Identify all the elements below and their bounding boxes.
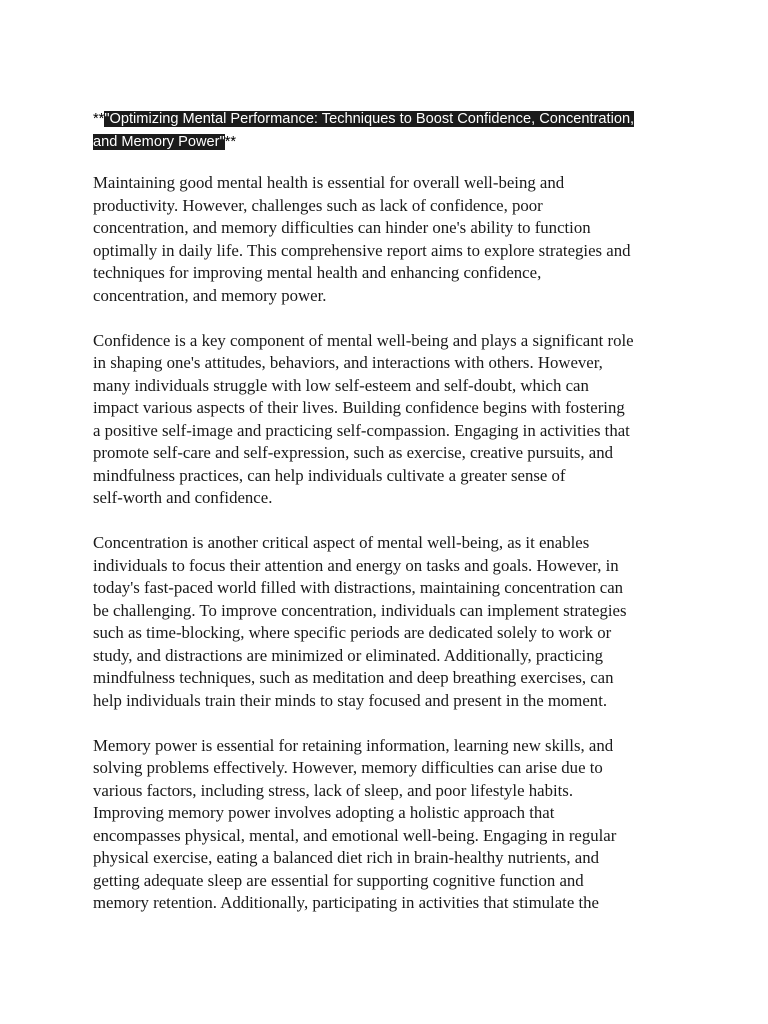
paragraph-line: mindfulness techniques, such as meditation and deep breathing exercises, can xyxy=(93,668,614,687)
paragraph-line: memory retention. Additionally, participating in activities that stimulate the xyxy=(93,893,599,912)
paragraph-line: mindfulness practices, can help individuals cultivate a greater sense of xyxy=(93,465,566,485)
paragraph-line: Memory power is essential for retaining information, learning new skills, and xyxy=(93,735,614,755)
paragraph-line: study, and distractions are minimized or eliminated. Additionally, practicing xyxy=(93,645,603,665)
paragraph-line: concentration, and memory difficulties can hinder one's ability to function xyxy=(93,218,591,237)
paragraph-line: today's fast-paced world filled with distractions, maintaining concentration can xyxy=(93,578,624,597)
paragraph-line: techniques for improving mental health and enhancing confidence, xyxy=(93,263,542,282)
paragraph-intro xyxy=(93,172,675,307)
paragraph-line: optimally in daily life. This comprehensive report aims to explore strategies and xyxy=(93,240,631,260)
paragraph-confidence xyxy=(93,330,675,510)
paragraph-line: such as time-blocking, where specific periods are dedicated solely to work or xyxy=(93,623,612,642)
paragraph-line: in shaping one's attitudes, behaviors, and interactions with others. However, xyxy=(93,353,603,372)
paragraph-line: promote self-care and self-expression, such as exercise, creative pursuits, and xyxy=(93,443,614,462)
paragraph-line: be challenging. To improve concentration, individuals can implement strategies xyxy=(93,600,627,620)
title-highlight-line-1[interactable]: "Optimizing Mental Performance: Techniques to Boost Confidence, Concentration, xyxy=(104,111,635,127)
paragraph-line: Maintaining good mental health is essential for overall well-being and xyxy=(93,173,565,192)
paragraph-line: self-worth and confidence. xyxy=(93,488,273,507)
paragraph-line: Improving memory power involves adopting a holistic approach that xyxy=(93,803,555,822)
paragraph-line: physical exercise, eating a balanced diet rich in brain-healthy nutrients, and xyxy=(93,848,600,867)
paragraph-line: getting adequate sleep are essential for supporting cognitive function and xyxy=(93,870,584,890)
paragraph-concentration xyxy=(93,532,675,712)
paragraph-line: impact various aspects of their lives. Building confidence begins with fostering xyxy=(93,398,625,417)
paragraph-line: individuals to focus their attention and energy on tasks and goals. However, in xyxy=(93,555,619,575)
title-highlight-line-2[interactable]: and Memory Power" xyxy=(93,134,225,150)
paragraph-line: help individuals train their minds to stay focused and present in the moment. xyxy=(93,690,608,710)
document-body xyxy=(93,108,675,937)
paragraph-line: Confidence is a key component of mental well-being and plays a significant role xyxy=(93,330,634,350)
paragraph-line: Concentration is another critical aspect of mental well-being, as it enables xyxy=(93,533,590,552)
paragraph-line: a positive self-image and practicing self-compassion. Engaging in activities that xyxy=(93,420,630,440)
paragraph-line: encompasses physical, mental, and emotional well-being. Engaging in regular xyxy=(93,825,617,845)
document-title xyxy=(93,108,675,154)
title-suffix: ** xyxy=(224,134,237,150)
paragraph-line: productivity. However, challenges such as lack of confidence, poor xyxy=(93,195,543,215)
paragraph-line: various factors, including stress, lack of sleep, and poor lifestyle habits. xyxy=(93,780,574,800)
title-prefix: ** xyxy=(93,111,105,127)
paragraph-line: many individuals struggle with low self-esteem and self-doubt, which can xyxy=(93,375,589,395)
paragraph-line: solving problems effectively. However, memory difficulties can arise due to xyxy=(93,758,603,777)
paragraph-memory xyxy=(93,735,675,915)
paragraph-line: concentration, and memory power. xyxy=(93,285,327,305)
